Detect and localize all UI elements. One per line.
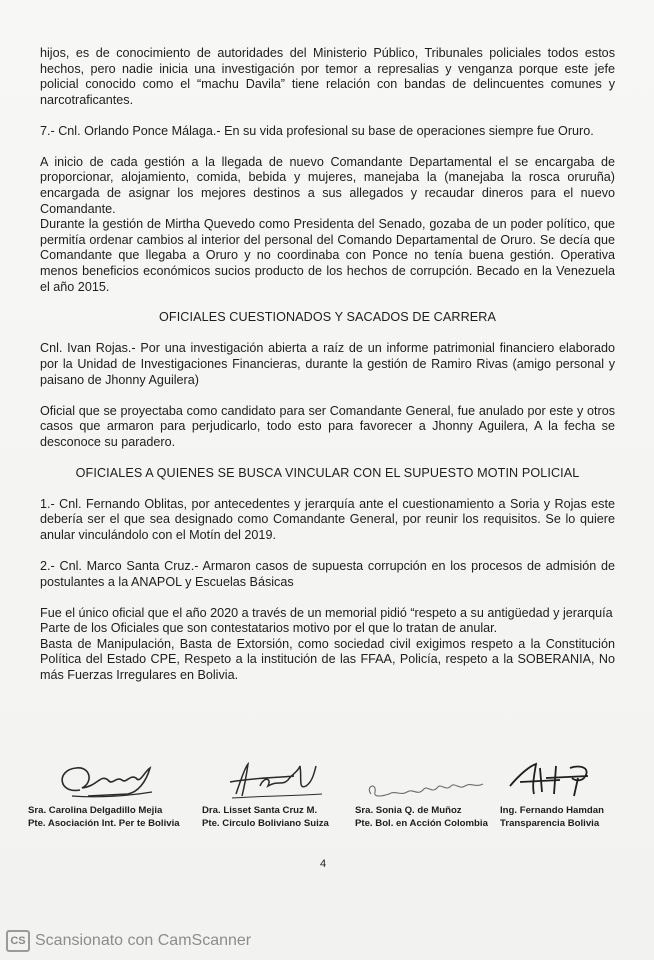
- signatory: [28, 756, 180, 830]
- camscanner-logo-icon: CS: [6, 930, 30, 952]
- signatory-name: Sra. Sonia Q. de Muñoz: [355, 805, 462, 816]
- section-heading: OFICIALES CUESTIONADOS Y SACADOS DE CARRERA: [159, 310, 496, 325]
- page-number: 4: [320, 858, 327, 870]
- signatory-role: Pte. Bol. en Acción Colombia: [355, 818, 488, 829]
- paragraph: hijos, es de conocimiento de autoridades del Ministerio Público, Tribunales policiales todos estos hechos, pero nadie inicia una investigación por temor a represalias y venganza porque este jefe policial conocido como el “machu Davila” tiene relación con bandas de delincuentes comunes y narcotraficantes.: [40, 46, 615, 107]
- paragraph: Cnl. Ivan Rojas.- Por una investigación abierta a raíz de un informe patrimonial financiero elaborado por la Unidad de Investigaciones Financieras, durante la gestión de Ramiro Rivas (amigo personal y paisano de Jhonny Aguilera): [40, 341, 615, 387]
- paragraph: 7.- Cnl. Orlando Ponce Málaga.- En su vida profesional su base de operaciones siempre fue Oruro.: [40, 123, 594, 138]
- signatory-role: Transparencia Bolivia: [500, 818, 600, 829]
- paragraph: Parte de los Oficiales que son contestatarios motivo por el que lo tratan de anular.: [40, 621, 498, 636]
- paragraph: 2.- Cnl. Marco Santa Cruz.- Armaron casos de supuesta corrupción en los procesos de admisión de postulantes a la ANAPOL y Escuelas Básicas: [40, 558, 615, 589]
- signatory: [500, 756, 620, 830]
- signatory-name: Ing. Fernando Hamdan: [500, 805, 604, 816]
- signatory-name: Sra. Carolina Delgadillo Mejia: [28, 805, 163, 816]
- paragraph: Oficial que se proyectaba como candidato para ser Comandante General, fue anulado por este y otros casos que armaron para perjudicarlo, todo esto para favorecer a Jhonny Aguilera, A la fecha se desconoce su paradero.: [40, 403, 615, 449]
- paragraph: 1.- Cnl. Fernando Oblitas, por antecedentes y jerarquía ante el cuestionamiento a Soria y Rojas este debería ser el que sea designado como Comandante General, por reunir los requisitos. Se lo quiere anular vinculándolo con el Motín del 2019.: [40, 496, 615, 542]
- signature-block: [28, 756, 628, 846]
- document-body: [40, 46, 615, 684]
- signatory-role: Pte. Asociación Int. Per te Bolivia: [28, 818, 180, 829]
- signatory-name: Dra. Lisset Santa Cruz M.: [202, 805, 318, 816]
- signatory-role: Pte. Circulo Boliviano Suiza: [202, 818, 329, 829]
- scanner-watermark-text: Scansionato con CamScanner: [35, 932, 252, 949]
- section-heading: OFICIALES A QUIENES SE BUSCA VINCULAR CON EL SUPUESTO MOTIN POLICIAL: [75, 465, 580, 480]
- paragraph: Basta de Manipulación, Basta de Extorsión, como sociedad civil exigimos respeto a la Constitución Política del Estado CPE, Respeto a la institución de las FFAA, Policía, respeto a la SOBERANIA, No más Fuerzas Irregulares en Bolivia.: [40, 636, 615, 682]
- paragraph: Fue el único oficial que el año 2020 a través de un memorial pidió “respeto a su antigüedad y jerarquía: [40, 605, 613, 620]
- handwritten-signature: [28, 756, 168, 804]
- signatory: [355, 756, 495, 830]
- handwritten-signature: [355, 756, 495, 804]
- paragraph: A inicio de cada gestión a la llegada de nuevo Comandante Departamental el se encargaba de proporcionar, alojamiento, comida, bebida y mujeres, manejaba la (manejaba la rosca oruruña) encargada de asignar los mejores destinos a sus allegados y recaudar dineros para el nuevo Comandante.: [40, 154, 615, 216]
- paragraph: Durante la gestión de Mirtha Quevedo como Presidenta del Senado, gozaba de un poder político, que permitía ordenar cambios al interior del personal del Comando Departamental de Oruro. Se decía que Comandante que llegaba a Oruro y no coordinaba con Ponce no tenía buena gestión. Operativa menos beneficios económicos sucios producto de los hechos de corrupción. Becado en la Venezuela el año 2015.: [40, 217, 615, 294]
- scanner-footer: [0, 922, 654, 960]
- signatory: [202, 756, 332, 830]
- handwritten-signature: [500, 756, 620, 804]
- handwritten-signature: [202, 756, 332, 804]
